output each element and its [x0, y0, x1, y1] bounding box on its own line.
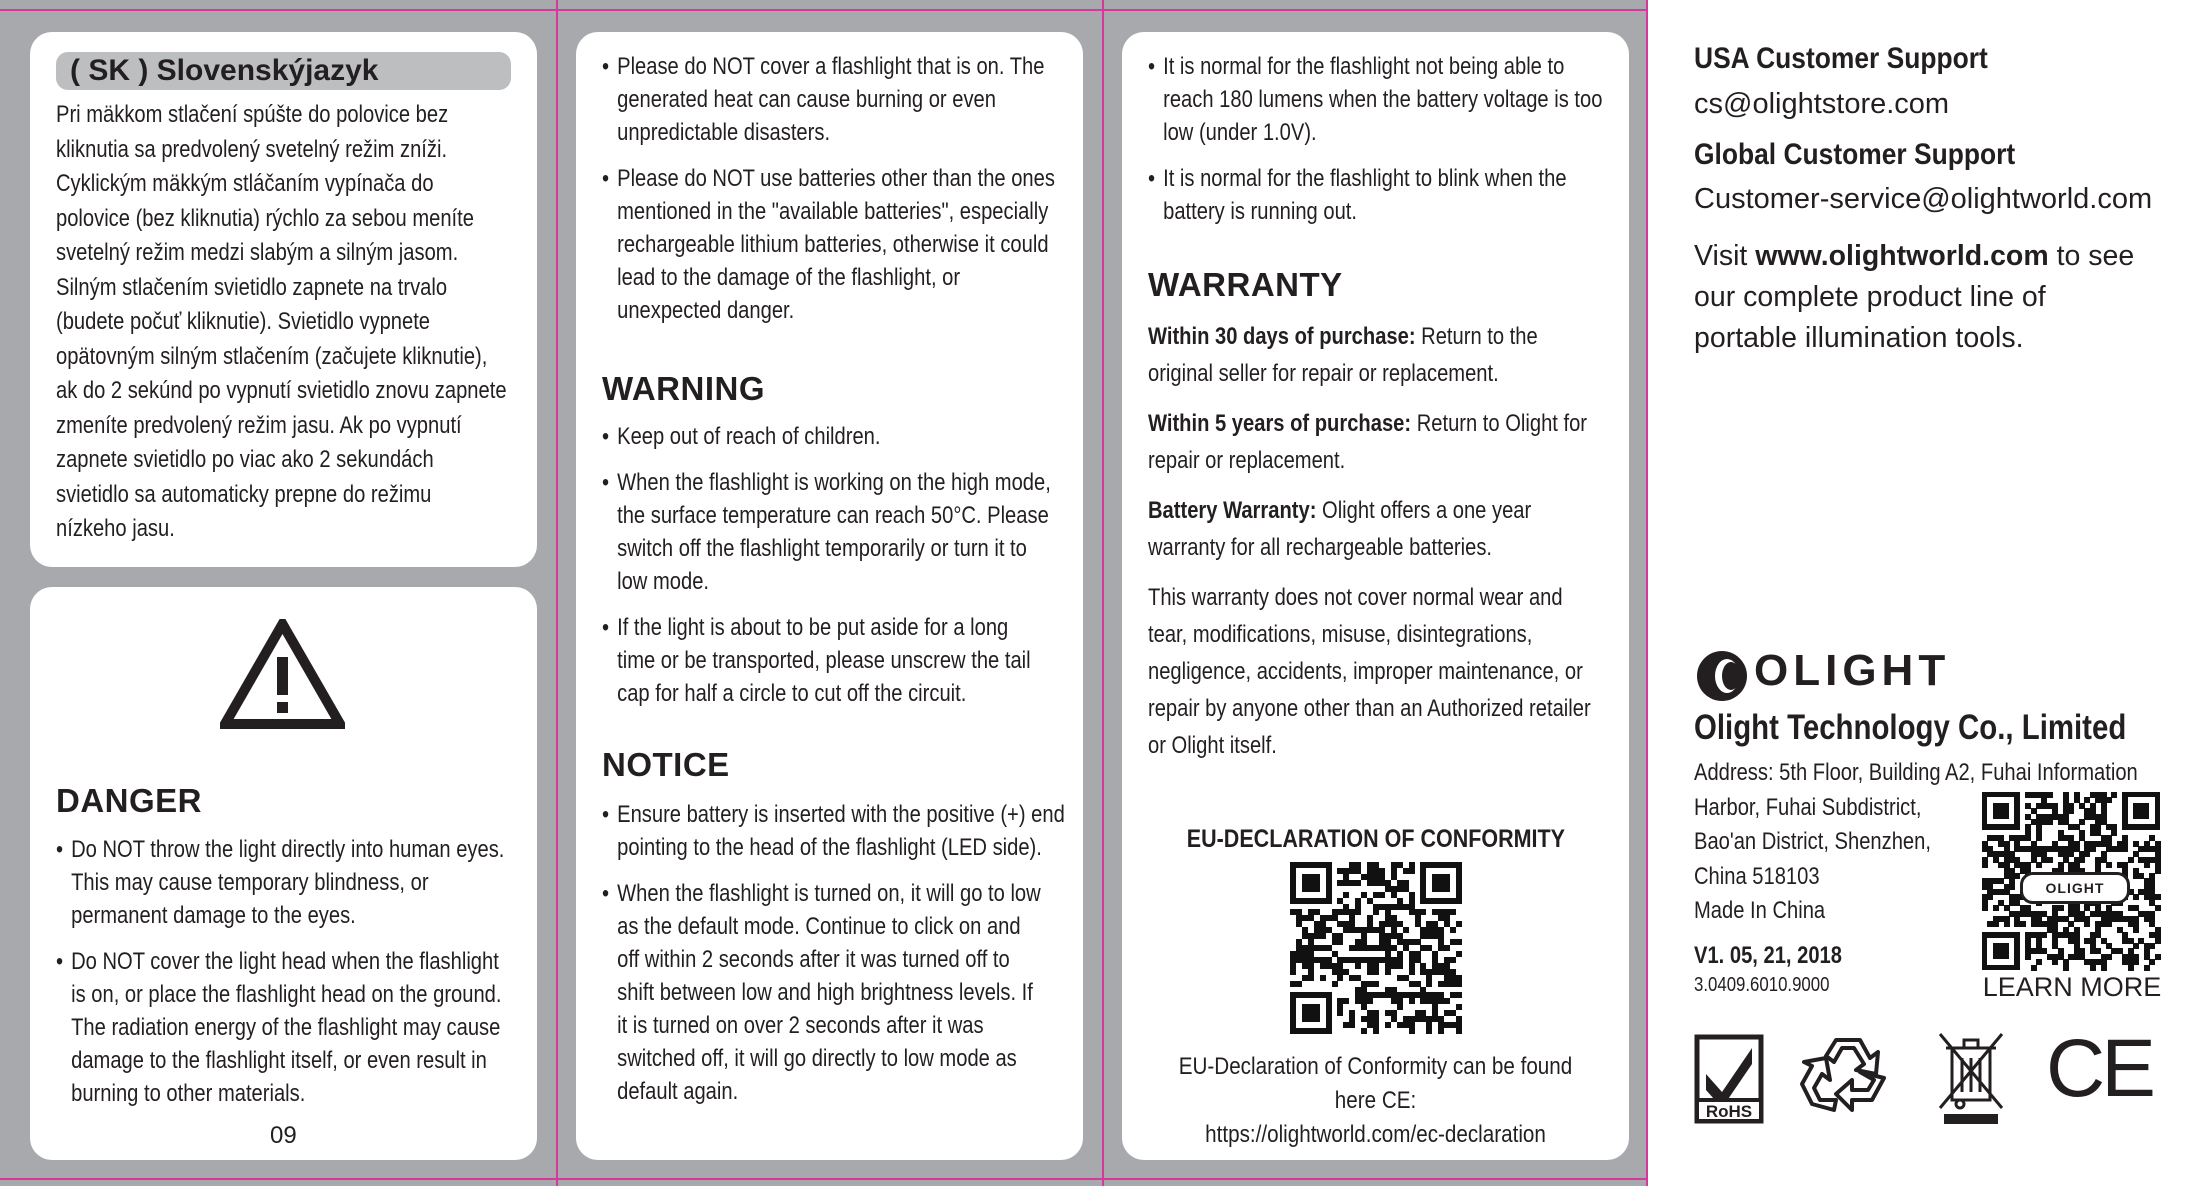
- warranty-disclaimer: [1148, 579, 1591, 764]
- sk-instructions-card: [30, 32, 537, 567]
- qr-module: [2014, 873, 2020, 879]
- bullet-line: generated heat can cause burning or even: [617, 86, 996, 113]
- text-line: Pri mäkkom stlačení spúšte do polovice bez: [56, 101, 449, 128]
- qr-module: [1444, 998, 1450, 1004]
- qr-module: [1385, 969, 1391, 975]
- qr-module: [1373, 1028, 1379, 1034]
- qr-finder: [1302, 874, 1320, 892]
- qr-finder: [1432, 874, 1450, 892]
- qr-module: [2047, 792, 2053, 798]
- bullet-item: [602, 611, 1031, 710]
- qr-module: [2155, 954, 2161, 960]
- qr-module: [2106, 954, 2112, 960]
- danger-card: [30, 587, 537, 1160]
- qr-module: [1456, 992, 1462, 998]
- notice-list: [602, 798, 1082, 1121]
- qr-module: [1332, 981, 1338, 987]
- notice-heading: NOTICE: [602, 746, 730, 783]
- warranty-card: [1122, 32, 1629, 1160]
- eu-declaration-heading: EU-DECLARATION OF CONFORMITY: [1186, 825, 1565, 853]
- text-line: Bao'an District, Shenzhen,: [1694, 828, 1931, 855]
- global-support-email[interactable]: Customer-service@olightworld.com: [1694, 183, 2153, 215]
- bullet-line: • Do NOT cover the light head when the flashlight: [71, 948, 499, 975]
- qr-finder: [1993, 803, 2009, 819]
- text-line: (budete počuť kliknutie). Svietidlo vypnete: [56, 308, 431, 335]
- bullet-line: The radiation energy of the flashlight may cause: [71, 1014, 501, 1041]
- bullet-line: the surface temperature can reach 50°C. Please: [617, 502, 1049, 529]
- qr-module: [2084, 921, 2090, 927]
- qr-module: [1397, 963, 1403, 969]
- qr-module: [2106, 921, 2112, 927]
- bullet-item: [1148, 162, 1567, 228]
- qr-module: [2041, 932, 2047, 938]
- bullet-line: unexpected danger.: [617, 297, 795, 324]
- bullet-line: burning to other materials.: [71, 1080, 306, 1107]
- bullet-line: • Keep out of reach of children.: [617, 423, 881, 450]
- qr-module: [1456, 951, 1462, 957]
- qr-module: [1343, 998, 1349, 1004]
- rohs-icon: [1694, 1034, 1764, 1124]
- bullet-item: [602, 420, 1005, 453]
- qr-module: [1343, 892, 1349, 898]
- qr-module: [1993, 905, 1999, 911]
- bullet-line: This may cause temporary blindness, or: [71, 869, 429, 896]
- qr-module: [2036, 835, 2042, 841]
- bullet-line: reach 180 lumens when the battery voltage is too: [1163, 86, 1603, 113]
- qr-module: [1337, 1010, 1343, 1016]
- ce-mark-icon: CE: [2046, 1023, 2152, 1114]
- bullet-line: • When the flashlight is working on the high mode,: [617, 469, 1051, 496]
- svg-text:RoHS: RoHS: [1705, 1102, 1753, 1121]
- weee-bin-icon: [1936, 1030, 2006, 1128]
- qr-module: [2009, 884, 2015, 890]
- battery-warranty: Battery Warranty: Olight offers a one year warranty for all rechargeable batteries.: [1148, 497, 1532, 561]
- qr-module: [2090, 965, 2096, 971]
- qr-module: [2133, 943, 2139, 949]
- qr-module: [1409, 969, 1415, 975]
- qr-module: [2047, 819, 2053, 825]
- text-line: zapnete svietidlo po viac ako 2 sekundách: [56, 446, 434, 473]
- eu-declaration-text: EU-Declaration of Conformity can be found here CE: https://olightworld.com/ec-declaration: [1122, 1050, 1629, 1152]
- bullet-line: as the default mode. Continue to click on and: [617, 913, 1021, 940]
- qr-module: [2004, 921, 2010, 927]
- warning-triangle-icon: [220, 619, 345, 729]
- bullet-line: default again.: [617, 1078, 739, 1105]
- qr-logo-badge: OLIGHT: [2020, 872, 2130, 904]
- bullet-line: damage to the flashlight itself, or even result in: [71, 1047, 487, 1074]
- bullet-line: lead to the damage of the flashlight, or: [617, 264, 961, 291]
- qr-module: [1450, 927, 1456, 933]
- bullet-item: [602, 877, 1041, 1108]
- bullet-item: [56, 945, 502, 1110]
- qr-module: [2025, 954, 2031, 960]
- bullet-line: it is turned on over 2 seconds after it was: [617, 1012, 984, 1039]
- danger-list: [56, 833, 526, 1123]
- qr-module: [1355, 909, 1361, 915]
- qr-module: [2047, 857, 2053, 863]
- qr-module: [1982, 862, 1988, 868]
- website-link[interactable]: www.olightworld.com: [1755, 240, 2049, 272]
- qr-module: [1426, 1028, 1432, 1034]
- qr-module: [2149, 959, 2155, 965]
- qr-module: [1373, 909, 1379, 915]
- bullet-line: battery is running out.: [1163, 198, 1358, 225]
- qr-module: [2058, 905, 2064, 911]
- warranty-heading: WARRANTY: [1148, 266, 1343, 303]
- qr-module: [2155, 894, 2161, 900]
- qr-module: [2063, 965, 2069, 971]
- eu-declaration-link[interactable]: https://olightworld.com/ec-declaration: [1205, 1121, 1546, 1148]
- qr-module: [1456, 939, 1462, 945]
- language-title-bar: [56, 52, 511, 90]
- text-line: Address: 5th Floor, Building A2, Fuhai Information: [1694, 759, 2138, 786]
- usa-support-email[interactable]: cs@olightstore.com: [1694, 88, 1950, 120]
- global-support-heading: Global Customer Support: [1694, 138, 2016, 171]
- qr-module: [2133, 959, 2139, 965]
- qr-module: [1409, 1028, 1415, 1034]
- text-line: svietidlo sa automaticky prepne do režimu: [56, 480, 432, 508]
- qr-module: [1456, 981, 1462, 987]
- qr-module: [1450, 909, 1456, 915]
- text-line: Made In China: [1694, 897, 1826, 924]
- qr-module: [1355, 880, 1361, 886]
- qr-module: [2101, 965, 2107, 971]
- qr-module: [2068, 808, 2074, 814]
- bullet-line: low (under 1.0V).: [1163, 119, 1317, 146]
- qr-module: [1373, 969, 1379, 975]
- bullet-line: time or be transported, please unscrew the tail: [617, 647, 1031, 674]
- qr-finder: [1993, 943, 2009, 959]
- bullet-line: • Please do NOT cover a flashlight that is on. The: [617, 53, 1045, 80]
- qr-module: [1420, 909, 1426, 915]
- bullet-line: • Ensure battery is inserted with the positive (+) end: [617, 801, 1065, 828]
- text-line: zmeníte predvolený režim jasu. Ak po vypnutí: [56, 411, 462, 439]
- qr-module: [1379, 892, 1385, 898]
- warning-heading: WARNING: [602, 370, 765, 407]
- text-line: nízkeho jasu.: [56, 515, 175, 542]
- bullet-line: rechargeable lithium batteries, otherwise it could: [617, 231, 1049, 258]
- qr-module: [1337, 975, 1343, 981]
- qr-module: [2036, 862, 2042, 868]
- qr-finder: [2133, 803, 2149, 819]
- qr-module: [1337, 939, 1343, 945]
- bullet-line: off within 2 seconds after it was turned off to: [617, 946, 1010, 973]
- text-line: This warranty does not cover normal wear and: [1148, 584, 1563, 611]
- qr-module: [2111, 792, 2117, 798]
- bullet-line: low mode.: [617, 568, 710, 595]
- bullet-item: [1148, 50, 1603, 149]
- qr-module: [2155, 938, 2161, 944]
- qr-module: [1367, 998, 1373, 1004]
- bullet-item: [56, 833, 505, 932]
- qr-module: [2128, 965, 2134, 971]
- text-line: negligence, accidents, improper maintenance, or: [1148, 658, 1583, 685]
- qr-module: [1296, 981, 1302, 987]
- olight-logo-icon: [1694, 648, 1750, 704]
- bullet-line: • When the flashlight is turned on, it will go to low: [617, 880, 1041, 907]
- qr-module: [1373, 981, 1379, 987]
- bullet-line: switch off the flashlight temporarily or turn it to: [617, 535, 1027, 562]
- qr-module: [1308, 975, 1314, 981]
- text-line: Harbor, Fuhai Subdistrict,: [1694, 793, 1922, 821]
- qr-module: [2144, 862, 2150, 868]
- bullet-line: mentioned in the "available batteries", especially: [617, 198, 1049, 225]
- learn-more-label: LEARN MORE: [1982, 972, 2162, 1002]
- text-line: kliknutia sa predvolený svetelný režim zníži.: [56, 135, 448, 163]
- qr-module: [1361, 1028, 1367, 1034]
- recycle-icon: [1798, 1030, 1898, 1122]
- qr-module: [2133, 927, 2139, 933]
- language-title: ( SK ) Slovenskýjazyk: [70, 54, 379, 87]
- bullet-line: • It is normal for the flashlight not being able to: [1163, 53, 1565, 80]
- qr-module: [1438, 1028, 1444, 1034]
- qr-module: [2106, 862, 2112, 868]
- qr-finder: [1302, 1004, 1320, 1022]
- qr-module: [2090, 846, 2096, 852]
- bullet-line: cap for half a circle to cut off the circuit.: [617, 680, 967, 707]
- qr-module: [2128, 857, 2134, 863]
- qr-module: [1987, 894, 1993, 900]
- qr-module: [1385, 1022, 1391, 1028]
- bullet-line: switched off, it will go directly to low mode as: [617, 1045, 1017, 1072]
- normal-behaviour-list: [1148, 50, 1628, 241]
- text-line: China 518103: [1694, 862, 1820, 890]
- qr-module: [1320, 933, 1326, 939]
- bullet-line: is on, or place the flashlight head on the ground.: [71, 981, 502, 1008]
- qr-module: [2155, 905, 2161, 911]
- qr-module: [2052, 959, 2058, 965]
- qr-module: [2149, 943, 2155, 949]
- bullet-line: • It is normal for the flashlight to blink when the: [1163, 165, 1567, 192]
- version-label: V1. 05, 21, 2018: [1694, 942, 1842, 969]
- product-code: 3.0409.6010.9000: [1694, 974, 1830, 996]
- text-line: Silným stlačením svietidlo zapnete na trvalo: [56, 273, 448, 301]
- qr-module: [2079, 819, 2085, 825]
- bullet-item: [602, 466, 1051, 598]
- qr-module: [2084, 851, 2090, 857]
- support-panel: [1648, 0, 2202, 1186]
- text-line: opätovným silným stlačením (začujete kliknutie),: [56, 342, 488, 370]
- warning-list: [602, 420, 1082, 723]
- eu-declaration-qr-code[interactable]: [1290, 862, 1462, 1034]
- qr-module: [2036, 959, 2042, 965]
- qr-module: [2155, 868, 2161, 874]
- qr-module: [1456, 1004, 1462, 1010]
- safety-list: [602, 50, 1082, 340]
- warranty-5-years: Within 5 years of purchase: Return to Olight for repair or replacement.: [1148, 410, 1588, 474]
- qr-module: [1426, 981, 1432, 987]
- qr-module: [1349, 1022, 1355, 1028]
- safety-card: [576, 32, 1083, 1160]
- qr-module: [2111, 830, 2117, 836]
- qr-module: [1355, 963, 1361, 969]
- qr-module: [1403, 927, 1409, 933]
- bullet-line: • Please do NOT use batteries other than the ones: [617, 165, 1055, 192]
- company-name: Olight Technology Co., Limited: [1694, 708, 2127, 747]
- visit-text: Visit www.olightworld.com to see our complete product line of portable illumination tools.: [1694, 240, 2135, 354]
- fold-guide: [1102, 0, 1104, 1186]
- qr-module: [2122, 846, 2128, 852]
- bullet-item: [602, 50, 1045, 149]
- bullet-line: permanent damage to the eyes.: [71, 902, 356, 929]
- qr-module: [2106, 797, 2112, 803]
- bullet-line: pointing to the head of the flashlight (LED side).: [617, 834, 1042, 861]
- text-line: ak do 2 sekúnd po vypnutí svietidlo znovu zapnete: [56, 377, 507, 404]
- qr-module: [1290, 969, 1296, 975]
- qr-module: [1320, 975, 1326, 981]
- qr-module: [1456, 921, 1462, 927]
- warranty-30-days: Within 30 days of purchase: Return to the original seller for repair or replacement.: [1148, 323, 1538, 387]
- qr-module: [1982, 905, 1988, 911]
- qr-module: [2133, 894, 2139, 900]
- qr-module: [1993, 921, 1999, 927]
- page-number: 09: [270, 1122, 297, 1149]
- qr-module: [1456, 1028, 1462, 1034]
- qr-module: [1450, 957, 1456, 963]
- text-line: polovice (bez kliknutia) rýchlo za sebou meníte: [56, 204, 474, 232]
- qr-module: [1444, 945, 1450, 951]
- qr-module: [1397, 1004, 1403, 1010]
- sk-paragraph: [56, 98, 576, 547]
- qr-module: [2031, 965, 2037, 971]
- qr-module: [2144, 965, 2150, 971]
- danger-heading: DANGER: [56, 782, 203, 819]
- qr-module: [1409, 868, 1415, 874]
- olight-logo-text: OLIGHT: [1754, 646, 1951, 695]
- qr-module: [2020, 921, 2026, 927]
- text-line: Cyklickým mäkkým stláčaním vypínača do: [56, 170, 434, 197]
- bullet-line: shift between low and high brightness levels. If: [617, 979, 1033, 1006]
- qr-module: [2079, 857, 2085, 863]
- qr-module: [1409, 998, 1415, 1004]
- text-line: tear, modifications, misuse, disintegrations,: [1148, 621, 1533, 648]
- text-line: repair by anyone other than an Authorized retailer: [1148, 695, 1591, 722]
- bullet-line: unpredictable disasters.: [617, 119, 831, 146]
- bullet-item: [602, 798, 1065, 864]
- bullet-line: • Do NOT throw the light directly into human eyes.: [71, 836, 505, 863]
- warranty-terms: [1148, 318, 1628, 764]
- usa-support-heading: USA Customer Support: [1694, 42, 1988, 75]
- text-line: or Olight itself.: [1148, 732, 1277, 759]
- bullet-line: • If the light is about to be put aside for a long: [617, 614, 1009, 641]
- text-line: svetelný režim medzi slabým a silným jasom.: [56, 239, 459, 266]
- bullet-item: [602, 162, 1055, 327]
